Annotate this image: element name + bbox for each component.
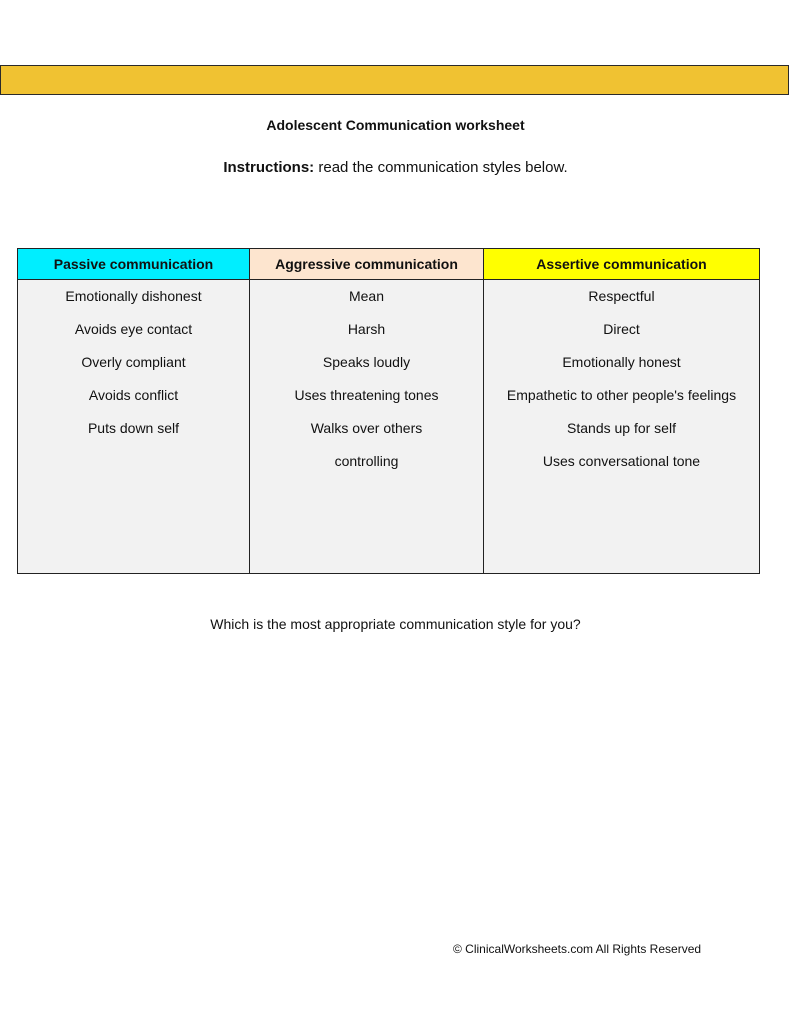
assertive-column <box>484 280 760 574</box>
assertive-item: Respectful <box>588 288 655 304</box>
header-passive: Passive communication <box>18 249 250 280</box>
passive-item: Puts down self <box>87 420 180 436</box>
assertive-item: Uses conversational tone <box>542 453 701 469</box>
passive-item: Avoids eye contact <box>74 321 193 337</box>
reflection-question: Which is the most appropriate communication style for you? <box>210 616 581 632</box>
assertive-item: Stands up for self <box>567 420 676 436</box>
header-aggressive: Aggressive communication <box>250 249 484 280</box>
passive-column <box>18 280 250 574</box>
communication-styles-table <box>17 248 760 574</box>
header-assertive: Assertive communication <box>484 249 760 280</box>
aggressive-item: Uses threatening tones <box>294 387 439 403</box>
assertive-item: Emotionally honest <box>562 354 681 370</box>
header-band <box>0 65 789 95</box>
aggressive-item: controlling <box>334 453 399 469</box>
aggressive-item: Mean <box>348 288 385 304</box>
instructions <box>0 159 791 176</box>
aggressive-item: Harsh <box>347 321 386 337</box>
passive-item: Avoids conflict <box>88 387 179 403</box>
assertive-item: Empathetic to other people's feelings <box>506 387 737 403</box>
instructions-text: read the communication styles below. <box>318 159 568 176</box>
copyright-footer: © ClinicalWorksheets.com All Rights Reserved <box>453 942 702 956</box>
passive-item: Overly compliant <box>81 354 186 370</box>
passive-item: Emotionally dishonest <box>65 288 202 304</box>
instructions-label: Instructions: <box>223 159 315 176</box>
aggressive-item: Speaks loudly <box>322 354 411 370</box>
assertive-item: Direct <box>603 321 640 337</box>
aggressive-column <box>250 280 484 574</box>
table-body-row <box>18 280 760 574</box>
table-header-row <box>18 249 760 280</box>
page-title: Adolescent Communication worksheet <box>266 117 525 133</box>
aggressive-item: Walks over others <box>310 420 423 436</box>
